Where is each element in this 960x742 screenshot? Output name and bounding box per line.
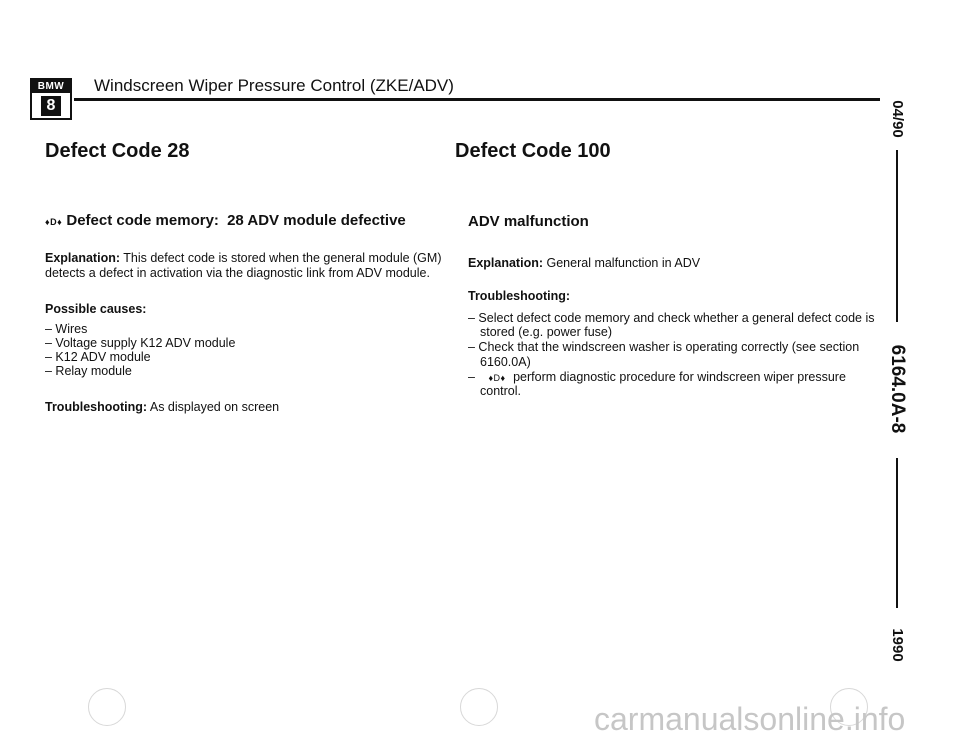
watermark-text: carmanualsonline.info — [594, 701, 906, 737]
sidebar-date: 04/90 — [889, 100, 906, 138]
header-rule — [74, 98, 880, 101]
step-1-line-2: stored (e.g. power fuse) — [480, 325, 613, 339]
explanation-line-1 — [45, 251, 441, 265]
defect-code-100-subtitle: ADV malfunction — [468, 213, 589, 230]
bmw-logo — [30, 78, 72, 120]
troubleshooting-line — [45, 400, 279, 414]
explanation-label: Explanation: — [468, 256, 544, 270]
cause-item: – K12 ADV module — [45, 350, 151, 364]
logo-series: 8 — [41, 96, 61, 116]
cause-item: – Voltage supply K12 ADV module — [45, 336, 236, 350]
troubleshooting-label: Troubleshooting: — [45, 400, 148, 414]
explanation-line — [468, 256, 700, 270]
step-3-line-1 — [468, 370, 846, 384]
diagnosis-symbol: ♦D♦ — [45, 217, 63, 227]
possible-causes-heading: Possible causes: — [45, 302, 147, 316]
sidebar-year: 1990 — [889, 628, 906, 662]
troubleshooting-text: As displayed on screen — [149, 400, 280, 414]
step-3-line-2: control. — [480, 384, 521, 398]
troubleshooting-heading: Troubleshooting: — [468, 289, 571, 303]
explanation-text-1: This defect code is stored when the general module (GM) — [123, 251, 442, 265]
step-3-dash: – — [468, 370, 475, 384]
logo-brand: BMW — [32, 80, 70, 93]
sidebar-rule-1 — [896, 150, 898, 322]
cause-item: – Relay module — [45, 364, 132, 378]
subtitle-value: 28 ADV module defective — [227, 212, 406, 229]
step-2-line-1: – Check that the windscreen washer is operating correctly (see section — [468, 340, 860, 354]
explanation-line-2: detects a defect in activation via the diagnostic link from ADV module. — [45, 266, 430, 280]
watermark-circle — [88, 688, 126, 726]
watermark-circle — [460, 688, 498, 726]
page-header-title: Windscreen Wiper Pressure Control (ZKE/ADV) — [94, 76, 454, 95]
subtitle-label: Defect code memory: — [66, 212, 219, 229]
step-1-line-1: – Select defect code memory and check whether a general defect code is — [468, 311, 875, 325]
defect-code-28-subtitle — [45, 212, 406, 229]
diagnosis-symbol: ♦D♦ — [488, 373, 506, 383]
defect-code-28-title: Defect Code 28 — [45, 140, 190, 162]
cause-item: – Wires — [45, 322, 88, 336]
step-2-line-2: 6160.0A) — [480, 355, 531, 369]
step-3-text: perform diagnostic procedure for windscreen wiper pressure — [513, 370, 846, 384]
explanation-text: General malfunction in ADV — [546, 256, 701, 270]
explanation-label: Explanation: — [45, 251, 121, 265]
sidebar-page-code: 6164.0A-8 — [887, 344, 908, 434]
sidebar-rule-2 — [896, 458, 898, 608]
defect-code-100-title: Defect Code 100 — [455, 140, 611, 162]
